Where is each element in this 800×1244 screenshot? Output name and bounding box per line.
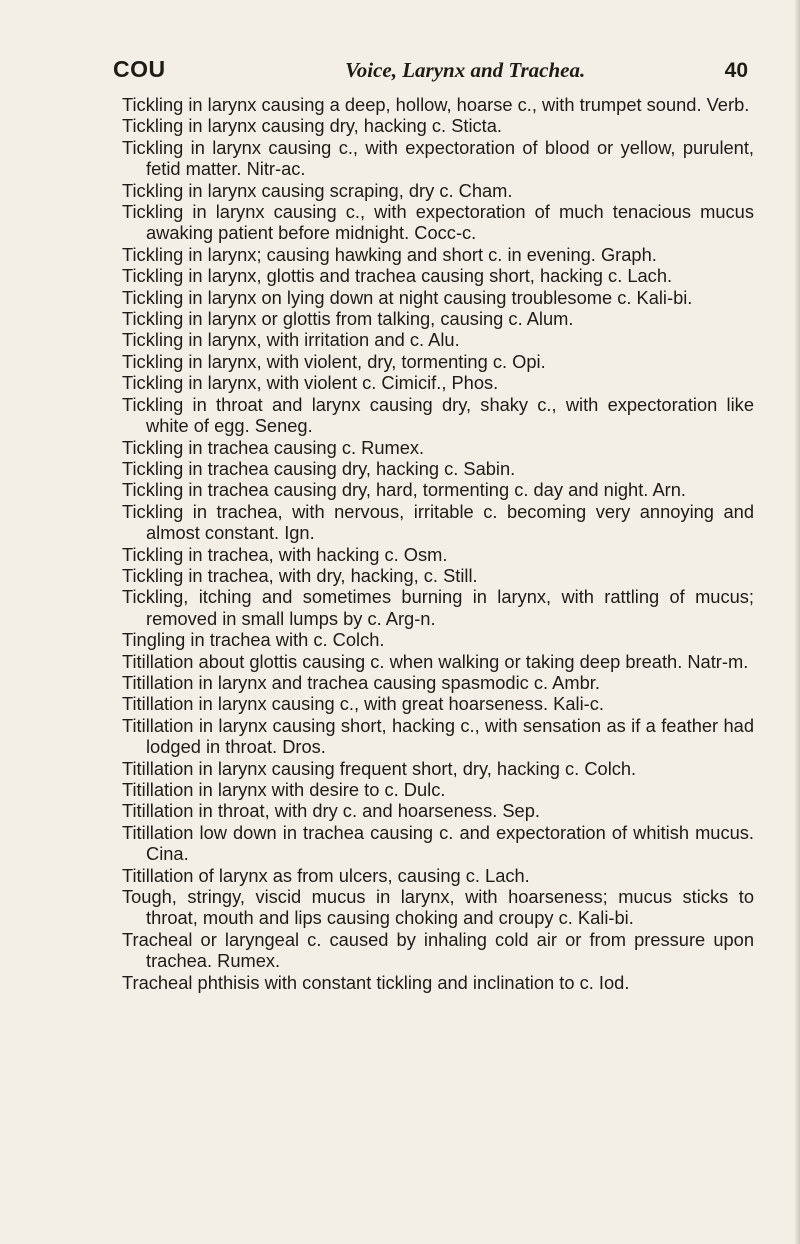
list-item: Tickling in throat and larynx causing dry, shaky c., with expectoration like white of egg. Seneg. xyxy=(122,393,754,437)
list-item: Tickling in larynx causing a deep, hollow, hoarse c., with trumpet sound. Verb. xyxy=(122,94,750,115)
list-item: Tickling in trachea, with dry, hacking, c. Still. xyxy=(122,564,478,586)
list-item: Tickling in trachea, with hacking c. Osm. xyxy=(122,543,448,565)
page-number: 40 xyxy=(724,59,748,82)
list-item: Titillation about glottis causing c. when walking or taking deep breath. Natr-m. xyxy=(122,650,749,672)
list-item: Tickling in larynx, with irritation and c. Alu. xyxy=(122,329,460,351)
list-item: Tickling in trachea, with nervous, irritable c. becoming very annoying and almost constant. Ign. xyxy=(122,500,754,544)
list-item: Tickling in larynx, glottis and trachea causing short, hacking c. Lach. xyxy=(122,265,673,287)
list-item: Tickling in larynx on lying down at night causing troublesome c. Kali-bi. xyxy=(122,286,693,308)
list-item: Titillation in throat, with dry c. and hoarseness. Sep. xyxy=(122,800,540,822)
list-item: Tickling in larynx; causing hawking and short c. in evening. Graph. xyxy=(122,243,657,265)
entry-list xyxy=(122,94,754,993)
list-item: Tickling in larynx causing c., with expectoration of much tenacious mucus awaking patient before midnight. Cocc-c. xyxy=(122,201,754,244)
list-item: Tingling in trachea with c. Colch. xyxy=(122,629,385,651)
list-item: Tickling in larynx causing c., with expectoration of blood or yellow, purulent, fetid matter. Nitr-ac. xyxy=(122,136,754,180)
list-item: Tracheal or laryngeal c. caused by inhaling cold air or from pressure upon trachea. Rumex. xyxy=(122,928,754,972)
list-item: Tickling in trachea causing c. Rumex. xyxy=(122,436,425,458)
list-item: Titillation in larynx causing c., with great hoarseness. Kali-c. xyxy=(122,693,604,715)
running-header xyxy=(113,56,748,86)
list-item: Tickling, itching and sometimes burning in larynx, with rattling of mucus; removed in small lumps by c. Arg-n. xyxy=(122,586,754,629)
list-item: Tickling in larynx, with violent c. Cimicif., Phos. xyxy=(122,372,499,394)
list-item: Titillation low down in trachea causing c. and expectoration of whitish mucus. Cina. xyxy=(122,821,754,865)
header-title: Voice, Larynx and Trachea. xyxy=(345,58,586,82)
list-item: Titillation in larynx with desire to c. Dulc. xyxy=(122,779,446,800)
list-item: Tracheal phthisis with constant tickling and inclination to c. Iod. xyxy=(122,971,630,993)
list-item: Tickling in trachea causing dry, hacking c. Sabin. xyxy=(122,457,516,479)
list-item: Titillation of larynx as from ulcers, causing c. Lach. xyxy=(122,864,530,886)
list-item: Tickling in trachea causing dry, hard, tormenting c. day and night. Arn. xyxy=(122,479,686,501)
page-edge xyxy=(794,0,800,1244)
header-section-label: COU xyxy=(113,56,166,82)
list-item: Tickling in larynx causing dry, hacking c. Sticta. xyxy=(122,115,502,137)
list-item: Tickling in larynx causing scraping, dry c. Cham. xyxy=(122,179,513,201)
list-item: Titillation in larynx causing frequent short, dry, hacking c. Colch. xyxy=(122,757,637,779)
list-item: Tickling in larynx, with violent, dry, tormenting c. Opi. xyxy=(122,350,546,372)
list-item: Titillation in larynx causing short, hacking c., with sensation as if a feather had lodged in throat. Dros. xyxy=(122,714,754,758)
list-item: Tough, stringy, viscid mucus in larynx, with hoarseness; mucus sticks to throat, mouth and lips causing choking and croupy c. Kali-bi. xyxy=(122,886,754,929)
list-item: Titillation in larynx and trachea causing spasmodic c. Ambr. xyxy=(122,671,600,693)
list-item: Tickling in larynx or glottis from talking, causing c. Alum. xyxy=(122,308,574,330)
